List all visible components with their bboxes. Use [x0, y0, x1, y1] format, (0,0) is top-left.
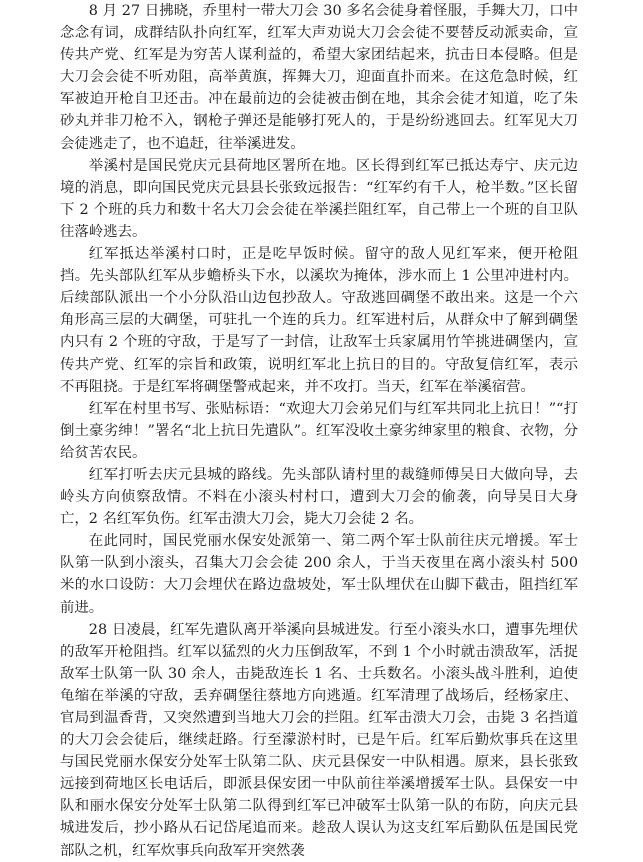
paragraph: 8 月 27 日拂晓，乔里村一带大刀会 30 多名会徒身着怪服，手舞大刀，口中念念有词，成群结队扑向红军，红军大声劝说大刀会会徒不要替反动派卖命，宣传共产党、红军是为穷苦人谋利益的，希望大家团结起来，抗击日本侵略。但是大刀会会徒不听劝阻，高举黄旗，挥舞大刀，迎面直扑而来。在这危急时候，红军被迫开枪自卫还击。冲在最前边的会徒被击倒在地，其余会徒才知道，吃了朱砂丸并非刀枪不入，钢枪子弹还是能够打死人的，于是纷纷逃回去。红军见大刀会徒逃走了，也不追赶，往举溪进发。	[60, 3, 578, 152]
paragraph: 红军打听去庆元县城的路线。先头部队请村里的裁缝师傅吴日大做向导，去岭头方向侦察敌情。不料在小滚头村村口，遭到大刀会的偷袭，向导吴日大身亡，2 名红军负伤。红军击溃大刀会，毙大刀会徒 2 名。	[60, 466, 578, 528]
document-body	[60, 0, 578, 862]
paragraph: 在此同时，国民党丽水保安处派第一、第二两个军士队前往庆元增援。军士队第一队到小滚头，召集大刀会会徒 200 余人，于当天夜里在离小滚头村 500 米的水口设防：大刀会埋伏在路边盘坡处，军士队埋伏在山脚下截击，阻挡红军前进。	[60, 533, 578, 616]
paragraph: 举溪村是国民党庆元县荷地区署所在地。区长得到红军已抵达寿宁、庆元边境的消息，即向国民党庆元县县长张致远报告：“红军约有千人，枪半数。”区长留下 2 个班的兵力和数十名大刀会会徒在举溪拦阻红军，自己带上一个班的自卫队往落岭逃去。	[60, 157, 578, 240]
paragraph: 28 日凌晨，红军先遣队离开举溪向县城进发。行至小滚头水口，遭事先埋伏的敌军开枪阻挡。红军以猛烈的火力压倒敌军，不到 1 个小时就击溃敌军，活捉敌军士队第一队 30 余人，击毙敌连长 1 名、士兵数名。小滚头战斗胜利，迫使龟缩在举溪的守敌，丢弃碉堡往蔡地方向逃遁。红军清理了战场后，经杨家庄、官局到温香背，又突然遭到当地大刀会的拦阻。红军击溃大刀会，击毙 3 名挡道的大刀会会徒后，继续赶路。行至濛淤村时，已是午后。红军后勤炊事兵在这里与国民党丽水保安分处军士队第二队、庆元县保安一中队相遇。原来，县长张致远接到荷地区长电话后，即派县保安团一中队前往举溪增援军士队。县保安一中队和丽水保安分处军士队第二队得到红军已冲破军士队第一队的布防，向庆元县城进发后，抄小路从石记岱尾追而来。趁敌人误认为这支红军后勤队伍是国民党部队之机，红军炊事兵向敌军开突然袭	[60, 621, 578, 859]
paragraph: 红军抵达举溪村口时，正是吃早饭时候。留守的敌人见红军来，便开枪阻挡。先头部队红军从步蟾桥头下水，以溪坎为掩体，涉水而上 1 公里冲进村内。后续部队派出一个小分队沿山边包抄敌人。守敌逃回碉堡不敢出来。这是一个六角形高三层的大碉堡，可驻扎一个连的兵力。红军进村后，从群众中了解到碉堡内只有 2 个班的守敌，于是写了一封信，让敌军士兵家属用竹竿挑进碉堡内，宣传共产党、红军的宗旨和政策，说明红军北上抗日的目的。守敌复信红军，表示不再阻挠。于是红军将碉堡警戒起来，并不攻打。当天，红军在举溪宿营。	[60, 246, 578, 395]
paragraph: 红军在村里书写、张贴标语：“欢迎大刀会弟兄们与红军共同北上抗日！”“打倒土豪劣绅！”署名“北上抗日先遣队”。红军没收土豪劣绅家里的粮食、衣物，分给贫苦农民。	[60, 400, 578, 461]
